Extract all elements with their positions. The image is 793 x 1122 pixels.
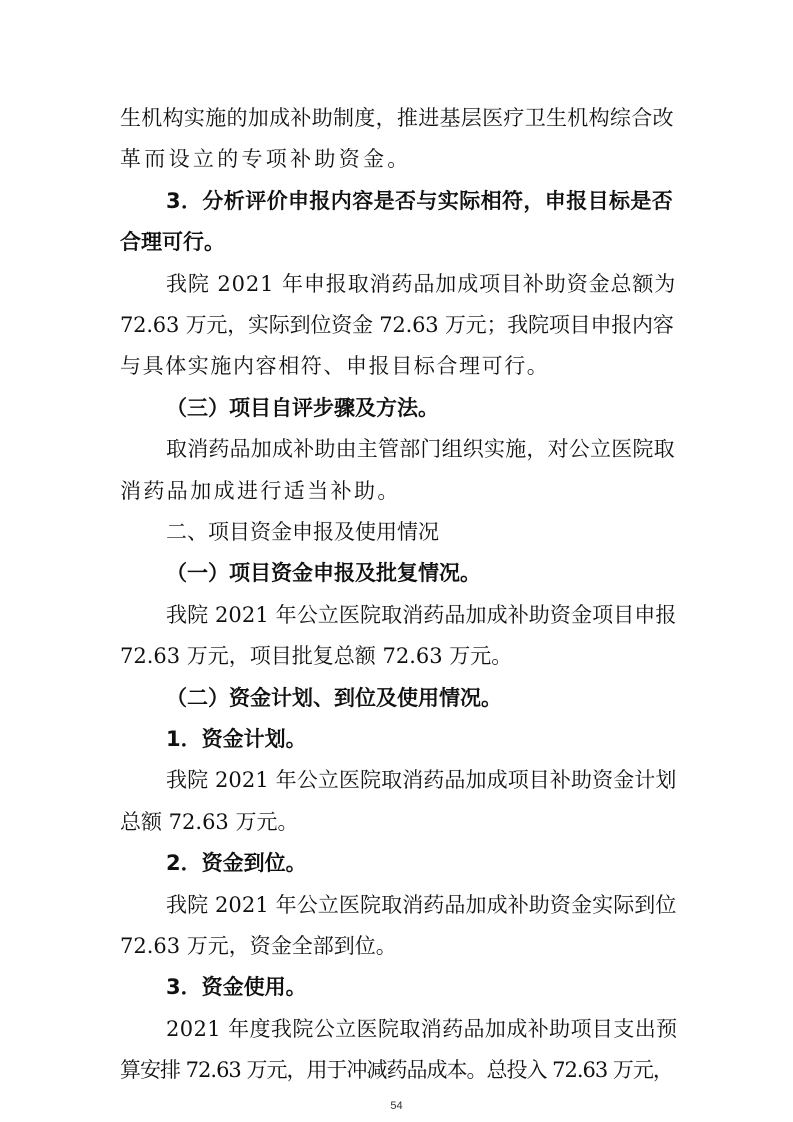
paragraph-use-line-2: 算安排 72.63 万元，用于冲减药品成本。总投入 72.63 万元， [120, 1058, 673, 1083]
heading-fund-plan: 1．资金计划。 [166, 727, 307, 751]
section-heading-3-cont: 合理可行。 [120, 230, 225, 255]
paragraph-plan-line-1: 我院 2021 年公立医院取消药品加成项目补助资金计划 [166, 768, 677, 793]
heading-fund-arrival: 2．资金到位。 [166, 851, 307, 876]
body-line-2: 革而设立的专项补助资金。 [120, 147, 412, 172]
body-line-1: 生机构实施的加成补助制度，推进基层医疗卫生机构综合改 [120, 106, 674, 130]
heading-steps: （三）项目自评步骤及方法。 [166, 395, 439, 420]
heading-fund-use: 3．资金使用。 [166, 975, 307, 1000]
heading-2-1: （一）项目资金申报及批复情况。 [166, 561, 481, 586]
paragraph-3-line-3: 与具体实施内容相符、申报目标合理可行。 [120, 354, 550, 379]
paragraph-2-1-line-2: 72.63 万元，项目批复总额 72.63 万元。 [120, 644, 513, 669]
section-heading-3: 3．分析评价申报内容是否与实际相符，申报目标是否 [166, 188, 674, 213]
paragraph-arrival-line-1: 我院 2021 年公立医院取消药品加成补助资金实际到位 [166, 892, 677, 917]
paragraph-2-1-line-1: 我院 2021 年公立医院取消药品加成补助资金项目申报 [166, 602, 677, 627]
heading-2-2: （二）资金计划、到位及使用情况。 [166, 685, 502, 710]
paragraph-use-line-1: 2021 年度我院公立医院取消药品加成补助项目支出预 [166, 1016, 678, 1041]
chapter-heading-2: 二、项目资金申报及使用情况 [166, 520, 439, 544]
paragraph-plan-line-2: 总额 72.63 万元。 [120, 809, 299, 834]
paragraph-steps-line-2: 消药品加成进行适当补助。 [120, 478, 401, 503]
paragraph-3-line-2: 72.63 万元，实际到位资金 72.63 万元；我院项目申报内容 [120, 313, 674, 337]
paragraph-arrival-line-2: 72.63 万元，资金全部到位。 [120, 934, 397, 958]
page-number: 54 [390, 1100, 403, 1112]
paragraph-3-line-1: 我院 2021 年申报取消药品加成项目补助资金总额为 [166, 271, 677, 296]
paragraph-steps-line-1: 取消药品加成补助由主管部门组织实施，对公立医院取 [166, 437, 675, 462]
